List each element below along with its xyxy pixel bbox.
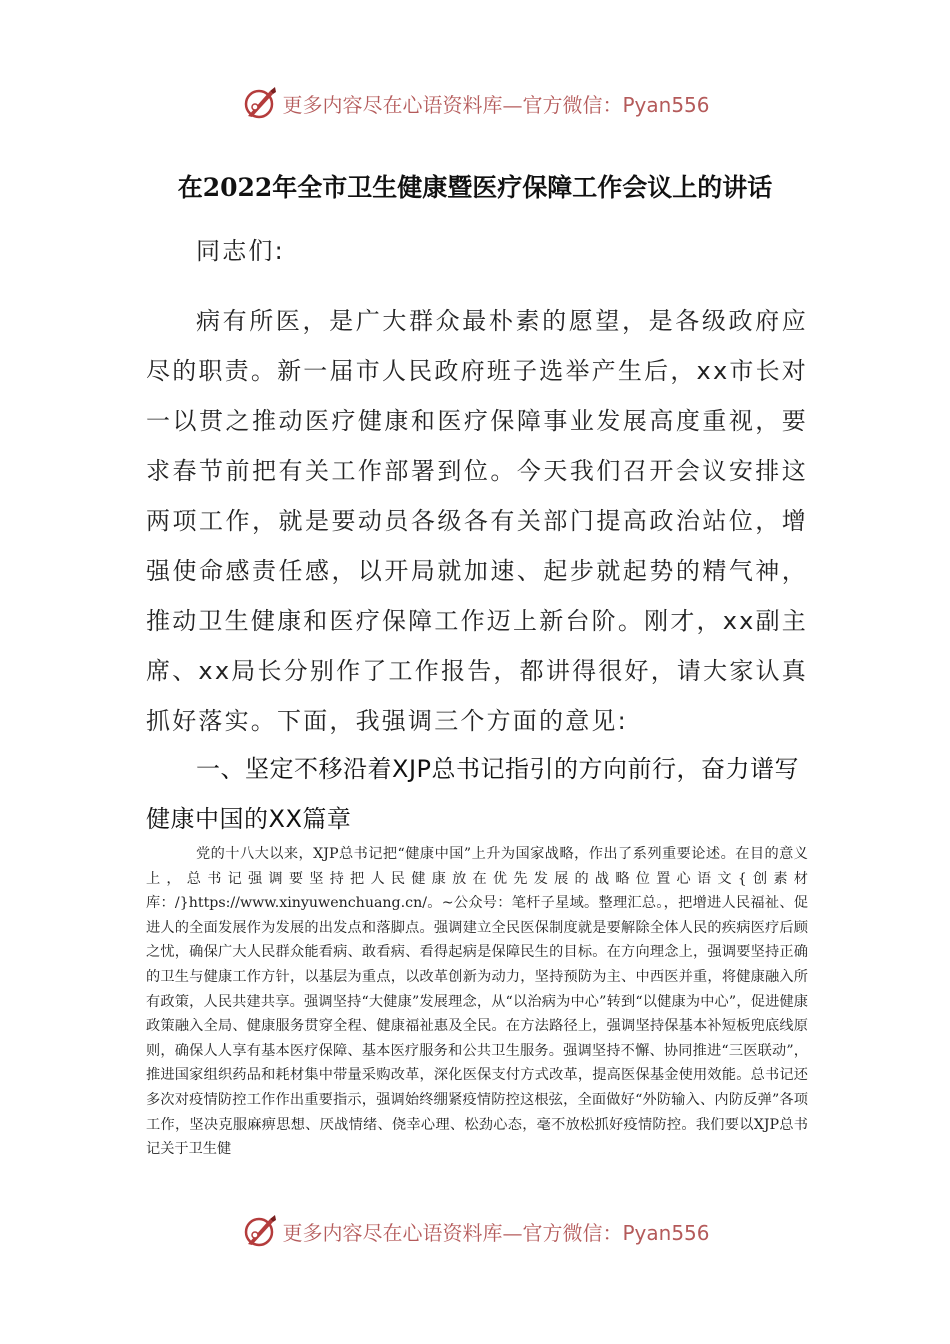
paragraph-1 <box>146 296 808 746</box>
wechat-id: Pyan556 <box>622 1220 710 1245</box>
section-heading-1: 一、坚定不移沿着XJP总书记指引的方向前行，奋力谱写健康中国的XX篇章 <box>146 755 799 833</box>
header-watermark-banner <box>0 78 950 128</box>
banner-text: 更多内容尽在心语资料库—官方微信：Pyan556 <box>282 1220 710 1245</box>
footer-watermark-banner <box>0 1206 950 1256</box>
paragraph-2: 党的十八大以来，XJP总书记把“健康中国”上升为国家战略，作出了系列重要论述。在目的意义上，总书记强调要坚持把人民健康放在优先发展的战略位置心语文{创素材库：/}https://www.xinyuwenchuang.cn/。~公众号：笔杆子星域。整理汇总。，把增进人民福祉、促进人的全面发展作为发展的出发点和落脚点。强调建立全民医保制度就是要解除全体人民的疾病医疗后顾之忧，确保广大人民群众能看病、敢看病、看得起病是保障民生的目标。在方向理念上，强调要坚持正确的卫生与健康工作方针，以基层为重点，以改革创新为动力，坚持预防为主、中西医并重，将健康融入所有政策，人民共建共享。强调坚持“大健康”发展理念，从“以治病为中心”转到“以健康为中心”，促进健康政策融入全局、健康服务贯穿全程、健康福祉惠及全民。在方法路径上，强调坚持保基本补短板兜底线原则，确保人人享有基本医疗保障、基本医疗服务和公共卫生服务。强调坚持不懈、协同推进“三医联动”，推进国家组织药品和耗材集中带量采购改革，深化医保支付方式改革，提高医保基金使用效能。总书记还多次对疫情防控工作作出重要指示，强调始终绷紧疫情防控这根弦，全面做好“外防输入、内防反弹”各项工作，坚决克服麻痹思想、厌战情绪、侥幸心理、松劲心态，毫不放松抓好疫情防控。我们要以XJP总书记关于卫生健 <box>146 846 808 1158</box>
wechat-id: Pyan556 <box>622 92 710 117</box>
document-title: 在2022年全市卫生健康暨医疗保障工作会议上的讲话 <box>177 173 773 202</box>
pen-circle-logo-icon <box>240 83 280 123</box>
pen-circle-logo-icon <box>240 1211 280 1251</box>
greeting <box>146 226 808 276</box>
paragraph-1-text: 病有所医，是广大群众最朴素的愿望，是各级政府应尽的职责。新一届市人民政府班子选举产生后，xx市长对一以贯之推动医疗健康和医疗保障事业发展高度重视，要求春节前把有关工作部署到位。今天我们召开会议安排这两项工作，就是要动员各级各有关部门提高政治站位，增强使命感责任感，以开局就加速、起步就起势的精气神，推动卫生健康和医疗保障工作迈上新台阶。刚才，xx副主席、xx局长分别作了工作报告，都讲得很好，请大家认真抓好落实。下面，我强调三个方面的意见: <box>146 307 808 735</box>
banner-text: 更多内容尽在心语资料库—官方微信：Pyan556 <box>282 92 710 117</box>
greeting-text: 同志们: <box>196 237 285 265</box>
